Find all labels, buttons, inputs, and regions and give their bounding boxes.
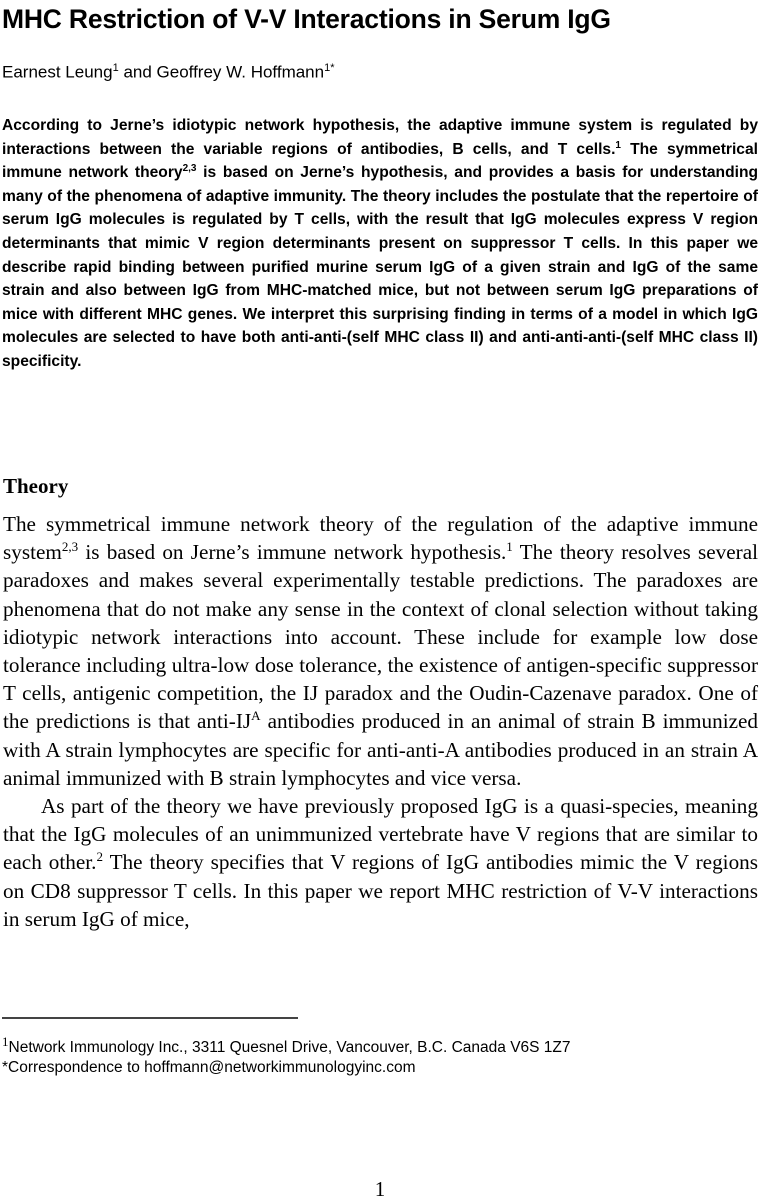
section-body xyxy=(3,510,758,933)
paragraph xyxy=(3,510,758,792)
paper-title: MHC Restriction of V-V Interactions in Serum IgG xyxy=(2,4,611,34)
affiliation-marker: 1* xyxy=(324,62,335,74)
footnote-marker: 1 xyxy=(2,1034,9,1049)
citation: 2 xyxy=(96,849,103,865)
affiliation-marker: 1 xyxy=(112,62,119,74)
paragraph-text: As part of the theory we have previously proposed IgG is a quasi-species, meaning that the IgG molecules of an unimmunized vertebrate have V regions that are similar to each other. xyxy=(3,794,758,875)
paragraph-text: is based on Jerne’s immune network hypothesis. xyxy=(78,540,507,565)
page-number: 1 xyxy=(374,1177,386,1201)
footnote-affiliation xyxy=(2,1034,571,1057)
paragraph-text: The symmetrical immune network theory of the regulation of the adaptive immune system xyxy=(3,512,758,565)
paragraph-text: The theory resolves several paradoxes and makes several experimentally testable predictions. The paradoxes are phenomena that do not make any sense in the context of clonal selection without taking idiotypic network interactions into account. These include for example low dose tolerance including ultra-low dose tolerance, the existence of antigen-specific suppressor T cells, antigenic competition, the IJ paradox and the Oudin-Cazenave paradox. One of the predictions is that anti-IJ xyxy=(3,540,758,734)
abstract-text: is based on Jerne’s hypothesis, and provides a basis for understanding many of the phenomena of adaptive immunity. The theory includes the postulate that the repertoire of serum IgG molecules is regulated by T cells, with the result that IgG molecules express V region determinants that mimic V region determinants present on suppressor T cells. In this paper we describe rapid binding between purified murine serum IgG of a given strain and IgG of the same strain and also between IgG from MHC-matched mice, but not between serum IgG preparations of mice with different MHC genes. We interpret this surprising finding in terms of a model in which IgG molecules are selected to have both anti-anti-(self MHC class II) and anti-anti-anti-(self MHC class II) specificity. xyxy=(2,164,758,370)
abstract-text: The symmetrical immune network theory xyxy=(2,140,758,182)
abstract xyxy=(2,114,758,374)
footnote-text: Network Immunology Inc., 3311 Quesnel Drive, Vancouver, B.C. Canada V6S 1Z7 xyxy=(8,1039,571,1057)
citation: 2,3 xyxy=(61,539,79,555)
citation: 1 xyxy=(506,539,513,555)
section-heading-theory: Theory xyxy=(3,474,69,498)
paragraph-text: The theory specifies that V regions of IgG antibodies mimic the V regions on CD8 suppressor T cells. In this paper we report MHC restriction of V-V interactions in serum IgG of mice, xyxy=(3,850,759,931)
citation: 1 xyxy=(615,139,621,151)
superscript: A xyxy=(251,708,261,724)
paragraph xyxy=(3,792,758,933)
author-name: and Geoffrey W. Hoffmann xyxy=(118,62,325,82)
author-name: Earnest Leung xyxy=(2,62,113,82)
citation: 2,3 xyxy=(182,163,197,174)
abstract-text: According to Jerne’s idiotypic network hypothesis, the adaptive immune system is regulated by interactions between the variable regions of antibodies, B cells, and T cells. xyxy=(2,117,758,158)
paragraph-text: antibodies produced in an animal of strain B immunized with A strain lymphocytes are specific for anti-anti-A antibodies produced in an strain A animal immunized with B strain lymphocytes and vice versa. xyxy=(3,709,758,790)
author-line xyxy=(2,62,335,83)
footnote-correspondence: *Correspondence to hoffmann@networkimmunologyinc.com xyxy=(2,1059,416,1076)
footnote-divider xyxy=(2,1017,298,1019)
